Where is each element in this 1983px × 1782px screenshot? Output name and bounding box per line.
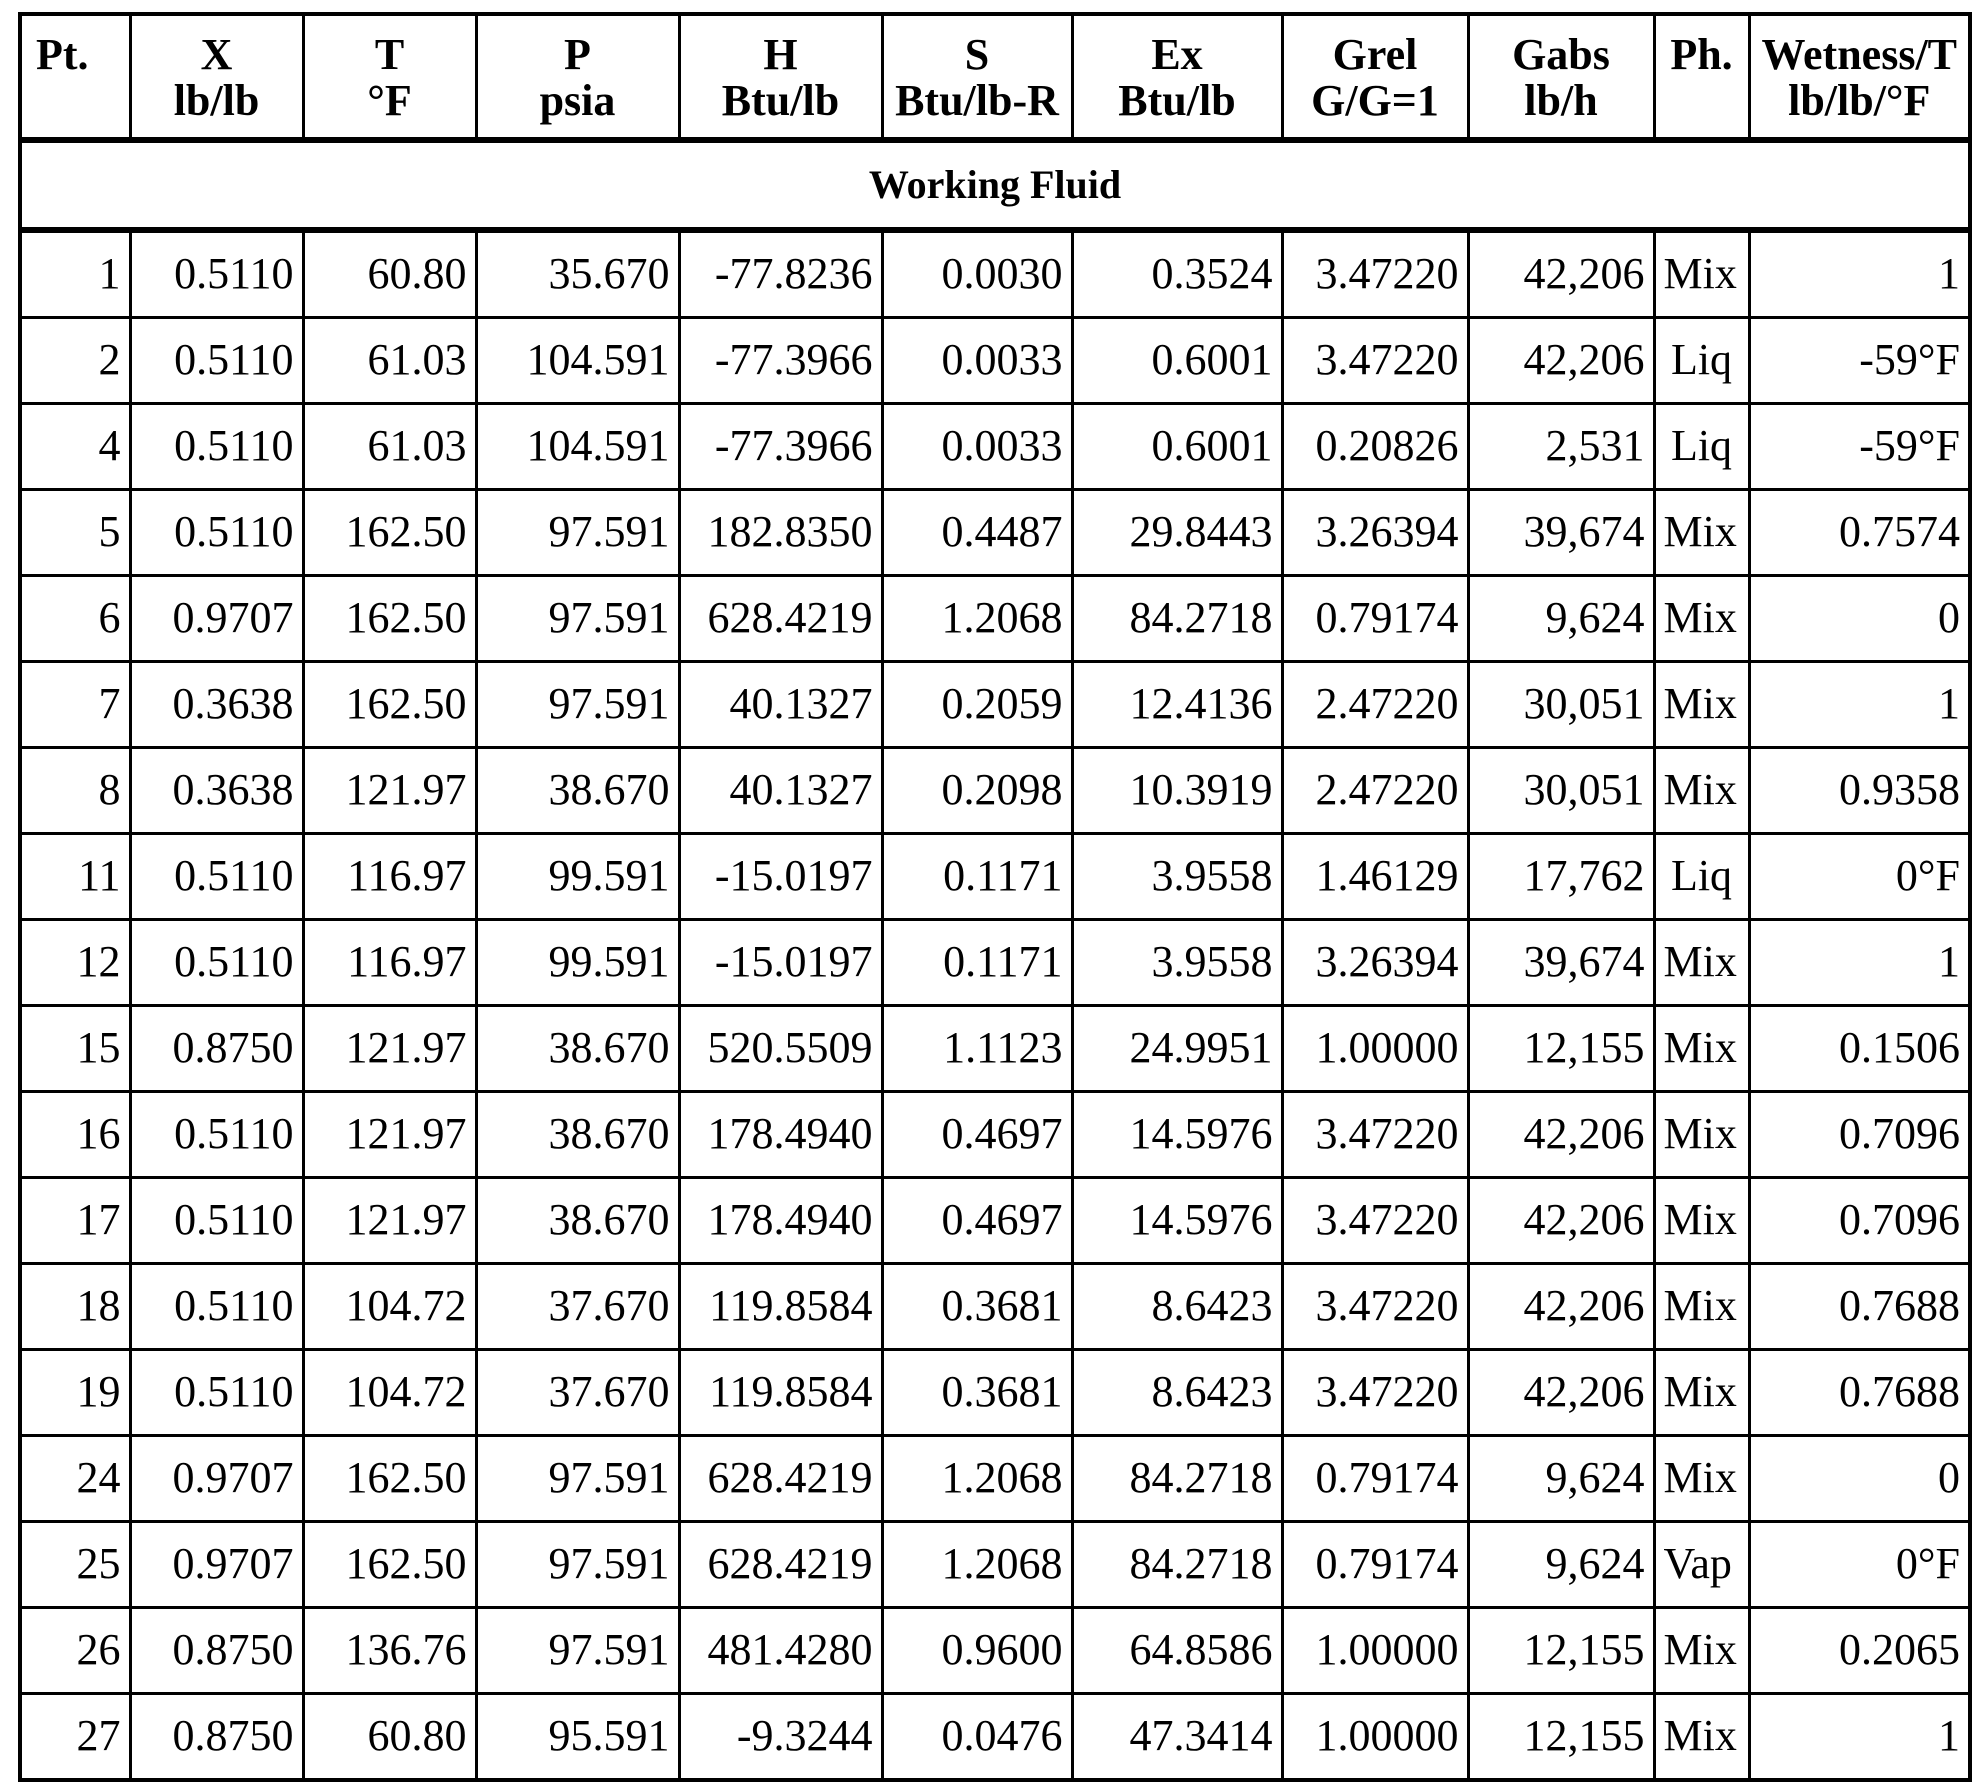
column-header-label: Ex (1151, 30, 1203, 79)
cell-gabs: 12,155 (1468, 1006, 1654, 1092)
cell-x: 0.5110 (130, 1264, 303, 1350)
cell-gabs: 39,674 (1468, 920, 1654, 1006)
cell-pt: 18 (20, 1264, 130, 1350)
cell-wetness: 0.2065 (1749, 1608, 1970, 1694)
cell-grel: 3.47220 (1282, 1264, 1468, 1350)
cell-s: 1.1123 (882, 1006, 1072, 1092)
cell-gabs: 42,206 (1468, 230, 1654, 318)
column-header-s (882, 14, 1072, 140)
cell-wetness: 0.7688 (1749, 1264, 1970, 1350)
cell-grel: 3.26394 (1282, 920, 1468, 1006)
section-title: Working Fluid (20, 140, 1970, 230)
cell-h: 40.1327 (679, 662, 882, 748)
cell-p: 99.591 (476, 920, 679, 1006)
cell-gabs: 42,206 (1468, 318, 1654, 404)
table-row (20, 748, 1970, 834)
cell-s: 0.4487 (882, 490, 1072, 576)
cell-h: 628.4219 (679, 1522, 882, 1608)
table-row (20, 404, 1970, 490)
cell-s: 0.3681 (882, 1350, 1072, 1436)
cell-wetness: -59°F (1749, 404, 1970, 490)
column-header-ex (1072, 14, 1282, 140)
cell-p: 99.591 (476, 834, 679, 920)
cell-h: -77.3966 (679, 404, 882, 490)
column-header-unit: °F (367, 76, 412, 126)
cell-grel: 2.47220 (1282, 748, 1468, 834)
cell-phase: Mix (1654, 662, 1749, 748)
cell-p: 38.670 (476, 748, 679, 834)
cell-h: 628.4219 (679, 1436, 882, 1522)
cell-s: 0.4697 (882, 1178, 1072, 1264)
cell-pt: 24 (20, 1436, 130, 1522)
cell-phase: Mix (1654, 1608, 1749, 1694)
cell-x: 0.3638 (130, 748, 303, 834)
cell-gabs: 42,206 (1468, 1092, 1654, 1178)
cell-x: 0.5110 (130, 1092, 303, 1178)
cell-phase: Liq (1654, 404, 1749, 490)
column-header-label: Pt. (36, 30, 89, 79)
cell-phase: Mix (1654, 1350, 1749, 1436)
table-row (20, 1694, 1970, 1781)
cell-ex: 14.5976 (1072, 1178, 1282, 1264)
cell-phase: Mix (1654, 576, 1749, 662)
column-header-p (476, 14, 679, 140)
cell-gabs: 12,155 (1468, 1694, 1654, 1781)
cell-t: 60.80 (303, 230, 476, 318)
cell-s: 1.2068 (882, 576, 1072, 662)
cell-phase: Mix (1654, 920, 1749, 1006)
cell-x: 0.9707 (130, 1436, 303, 1522)
header-row (20, 14, 1970, 140)
cell-gabs: 42,206 (1468, 1350, 1654, 1436)
cell-s: 0.0476 (882, 1694, 1072, 1781)
cell-t: 162.50 (303, 1436, 476, 1522)
cell-grel: 3.47220 (1282, 1092, 1468, 1178)
cell-p: 97.591 (476, 1436, 679, 1522)
column-header-unit: psia (539, 76, 616, 126)
column-header-x (130, 14, 303, 140)
cell-p: 97.591 (476, 576, 679, 662)
cell-wetness: 0 (1749, 576, 1970, 662)
cell-h: -15.0197 (679, 920, 882, 1006)
column-header-label: P (564, 30, 591, 79)
cell-h: -77.8236 (679, 230, 882, 318)
cell-x: 0.5110 (130, 490, 303, 576)
cell-t: 116.97 (303, 834, 476, 920)
cell-wetness: 1 (1749, 1694, 1970, 1781)
cell-p: 38.670 (476, 1178, 679, 1264)
table-row (20, 576, 1970, 662)
cell-p: 35.670 (476, 230, 679, 318)
cell-ex: 29.8443 (1072, 490, 1282, 576)
cell-s: 0.0033 (882, 404, 1072, 490)
cell-x: 0.5110 (130, 920, 303, 1006)
cell-gabs: 2,531 (1468, 404, 1654, 490)
cell-ex: 14.5976 (1072, 1092, 1282, 1178)
cell-phase: Mix (1654, 490, 1749, 576)
cell-ex: 84.2718 (1072, 1436, 1282, 1522)
column-header-label: Ph. (1670, 30, 1733, 79)
cell-pt: 6 (20, 576, 130, 662)
cell-t: 121.97 (303, 1006, 476, 1092)
cell-gabs: 39,674 (1468, 490, 1654, 576)
column-header-pt (20, 14, 130, 140)
column-header-unit: Btu/lb-R (895, 76, 1059, 126)
cell-ex: 84.2718 (1072, 576, 1282, 662)
cell-pt: 8 (20, 748, 130, 834)
cell-ex: 24.9951 (1072, 1006, 1282, 1092)
cell-phase: Mix (1654, 1436, 1749, 1522)
cell-ex: 0.6001 (1072, 318, 1282, 404)
cell-grel: 3.47220 (1282, 230, 1468, 318)
cell-wetness: 0 (1749, 1436, 1970, 1522)
cell-pt: 5 (20, 490, 130, 576)
cell-s: 0.1171 (882, 920, 1072, 1006)
cell-wetness: 0.7096 (1749, 1178, 1970, 1264)
cell-grel: 0.79174 (1282, 1436, 1468, 1522)
cell-h: -15.0197 (679, 834, 882, 920)
cell-h: -9.3244 (679, 1694, 882, 1781)
cell-t: 104.72 (303, 1264, 476, 1350)
cell-ex: 0.6001 (1072, 404, 1282, 490)
column-header-wetness (1749, 14, 1970, 140)
state-points-table (18, 12, 1972, 1782)
cell-grel: 1.46129 (1282, 834, 1468, 920)
cell-grel: 1.00000 (1282, 1608, 1468, 1694)
cell-grel: 3.26394 (1282, 490, 1468, 576)
column-header-label: H (763, 30, 798, 79)
column-header-grel (1282, 14, 1468, 140)
cell-p: 37.670 (476, 1264, 679, 1350)
table-row (20, 1522, 1970, 1608)
cell-s: 0.1171 (882, 834, 1072, 920)
cell-wetness: 1 (1749, 230, 1970, 318)
cell-t: 136.76 (303, 1608, 476, 1694)
cell-p: 97.591 (476, 1522, 679, 1608)
cell-ex: 8.6423 (1072, 1264, 1282, 1350)
column-header-unit: G/G=1 (1311, 76, 1439, 126)
column-header-unit: lb/h (1524, 76, 1598, 126)
cell-ex: 64.8586 (1072, 1608, 1282, 1694)
column-header-unit: Btu/lb (1118, 76, 1236, 126)
cell-grel: 0.79174 (1282, 1522, 1468, 1608)
cell-grel: 1.00000 (1282, 1006, 1468, 1092)
cell-phase: Mix (1654, 1006, 1749, 1092)
cell-phase: Mix (1654, 1264, 1749, 1350)
cell-t: 162.50 (303, 1522, 476, 1608)
table-row (20, 490, 1970, 576)
cell-phase: Mix (1654, 1694, 1749, 1781)
cell-s: 0.3681 (882, 1264, 1072, 1350)
cell-t: 121.97 (303, 748, 476, 834)
cell-h: 119.8584 (679, 1264, 882, 1350)
cell-x: 0.3638 (130, 662, 303, 748)
column-header-h (679, 14, 882, 140)
table-row (20, 1608, 1970, 1694)
cell-pt: 7 (20, 662, 130, 748)
cell-phase: Mix (1654, 230, 1749, 318)
cell-pt: 2 (20, 318, 130, 404)
cell-t: 61.03 (303, 404, 476, 490)
cell-gabs: 12,155 (1468, 1608, 1654, 1694)
column-header-phase (1654, 14, 1749, 140)
cell-t: 162.50 (303, 662, 476, 748)
cell-phase: Liq (1654, 834, 1749, 920)
cell-pt: 17 (20, 1178, 130, 1264)
cell-pt: 19 (20, 1350, 130, 1436)
cell-phase: Mix (1654, 1178, 1749, 1264)
cell-ex: 47.3414 (1072, 1694, 1282, 1781)
cell-x: 0.5110 (130, 1350, 303, 1436)
cell-wetness: 0.7574 (1749, 490, 1970, 576)
cell-s: 1.2068 (882, 1522, 1072, 1608)
cell-grel: 3.47220 (1282, 318, 1468, 404)
cell-wetness: -59°F (1749, 318, 1970, 404)
column-header-gabs (1468, 14, 1654, 140)
cell-t: 104.72 (303, 1350, 476, 1436)
column-header-label: T (374, 30, 405, 79)
cell-t: 60.80 (303, 1694, 476, 1781)
cell-ex: 8.6423 (1072, 1350, 1282, 1436)
table-row (20, 318, 1970, 404)
cell-s: 0.2059 (882, 662, 1072, 748)
cell-s: 0.2098 (882, 748, 1072, 834)
cell-pt: 16 (20, 1092, 130, 1178)
cell-wetness: 0.7096 (1749, 1092, 1970, 1178)
cell-x: 0.5110 (130, 1178, 303, 1264)
cell-p: 38.670 (476, 1006, 679, 1092)
cell-h: 178.4940 (679, 1092, 882, 1178)
cell-wetness: 0°F (1749, 834, 1970, 920)
cell-p: 95.591 (476, 1694, 679, 1781)
cell-p: 97.591 (476, 1608, 679, 1694)
cell-pt: 15 (20, 1006, 130, 1092)
cell-gabs: 9,624 (1468, 576, 1654, 662)
cell-x: 0.8750 (130, 1694, 303, 1781)
cell-phase: Vap (1654, 1522, 1749, 1608)
table-row (20, 1264, 1970, 1350)
cell-x: 0.5110 (130, 834, 303, 920)
column-header-label: X (200, 30, 233, 79)
cell-h: 520.5509 (679, 1006, 882, 1092)
cell-phase: Mix (1654, 748, 1749, 834)
cell-x: 0.5110 (130, 230, 303, 318)
cell-grel: 2.47220 (1282, 662, 1468, 748)
cell-x: 0.5110 (130, 404, 303, 490)
cell-t: 121.97 (303, 1178, 476, 1264)
cell-pt: 26 (20, 1608, 130, 1694)
cell-wetness: 1 (1749, 662, 1970, 748)
cell-p: 38.670 (476, 1092, 679, 1178)
cell-wetness: 0°F (1749, 1522, 1970, 1608)
cell-ex: 3.9558 (1072, 834, 1282, 920)
column-header-t (303, 14, 476, 140)
cell-ex: 0.3524 (1072, 230, 1282, 318)
cell-x: 0.8750 (130, 1006, 303, 1092)
cell-s: 0.4697 (882, 1092, 1072, 1178)
cell-pt: 25 (20, 1522, 130, 1608)
cell-h: 628.4219 (679, 576, 882, 662)
column-header-label: Wetness/T (1761, 30, 1958, 79)
cell-grel: 3.47220 (1282, 1178, 1468, 1264)
cell-t: 116.97 (303, 920, 476, 1006)
cell-gabs: 42,206 (1468, 1178, 1654, 1264)
cell-h: 481.4280 (679, 1608, 882, 1694)
column-header-unit: lb/lb (173, 76, 260, 126)
cell-t: 121.97 (303, 1092, 476, 1178)
table-row (20, 1350, 1970, 1436)
column-header-label: Gabs (1512, 30, 1610, 79)
cell-pt: 12 (20, 920, 130, 1006)
cell-gabs: 42,206 (1468, 1264, 1654, 1350)
cell-h: 182.8350 (679, 490, 882, 576)
cell-h: 119.8584 (679, 1350, 882, 1436)
section-row (20, 140, 1970, 230)
cell-p: 104.591 (476, 318, 679, 404)
cell-h: 40.1327 (679, 748, 882, 834)
cell-pt: 27 (20, 1694, 130, 1781)
cell-s: 0.0030 (882, 230, 1072, 318)
cell-wetness: 0.1506 (1749, 1006, 1970, 1092)
cell-ex: 12.4136 (1072, 662, 1282, 748)
cell-gabs: 30,051 (1468, 662, 1654, 748)
cell-grel: 0.79174 (1282, 576, 1468, 662)
cell-s: 0.0033 (882, 318, 1072, 404)
cell-s: 1.2068 (882, 1436, 1072, 1522)
cell-h: 178.4940 (679, 1178, 882, 1264)
cell-ex: 3.9558 (1072, 920, 1282, 1006)
column-header-label: S (964, 30, 990, 79)
cell-x: 0.9707 (130, 1522, 303, 1608)
cell-gabs: 30,051 (1468, 748, 1654, 834)
table-row (20, 1006, 1970, 1092)
cell-p: 104.591 (476, 404, 679, 490)
column-header-label: Grel (1332, 30, 1418, 79)
cell-pt: 1 (20, 230, 130, 318)
state-points-table-container (18, 12, 1968, 1761)
cell-p: 37.670 (476, 1350, 679, 1436)
cell-ex: 84.2718 (1072, 1522, 1282, 1608)
cell-p: 97.591 (476, 662, 679, 748)
cell-x: 0.8750 (130, 1608, 303, 1694)
table-row (20, 1436, 1970, 1522)
cell-pt: 4 (20, 404, 130, 490)
cell-wetness: 0.7688 (1749, 1350, 1970, 1436)
cell-wetness: 0.9358 (1749, 748, 1970, 834)
cell-t: 162.50 (303, 576, 476, 662)
cell-gabs: 17,762 (1468, 834, 1654, 920)
cell-pt: 11 (20, 834, 130, 920)
cell-p: 97.591 (476, 490, 679, 576)
cell-grel: 1.00000 (1282, 1694, 1468, 1781)
cell-gabs: 9,624 (1468, 1522, 1654, 1608)
cell-grel: 3.47220 (1282, 1350, 1468, 1436)
table-body (20, 140, 1970, 1780)
table-row (20, 1092, 1970, 1178)
column-header-unit: lb/lb/°F (1788, 76, 1931, 126)
cell-s: 0.9600 (882, 1608, 1072, 1694)
cell-phase: Liq (1654, 318, 1749, 404)
cell-x: 0.9707 (130, 576, 303, 662)
cell-h: -77.3966 (679, 318, 882, 404)
table-row (20, 920, 1970, 1006)
table-row (20, 834, 1970, 920)
cell-ex: 10.3919 (1072, 748, 1282, 834)
table-row (20, 1178, 1970, 1264)
cell-t: 162.50 (303, 490, 476, 576)
cell-phase: Mix (1654, 1092, 1749, 1178)
cell-x: 0.5110 (130, 318, 303, 404)
column-header-unit: Btu/lb (721, 76, 840, 126)
table-row (20, 230, 1970, 318)
cell-wetness: 1 (1749, 920, 1970, 1006)
cell-t: 61.03 (303, 318, 476, 404)
cell-gabs: 9,624 (1468, 1436, 1654, 1522)
table-row (20, 662, 1970, 748)
cell-grel: 0.20826 (1282, 404, 1468, 490)
